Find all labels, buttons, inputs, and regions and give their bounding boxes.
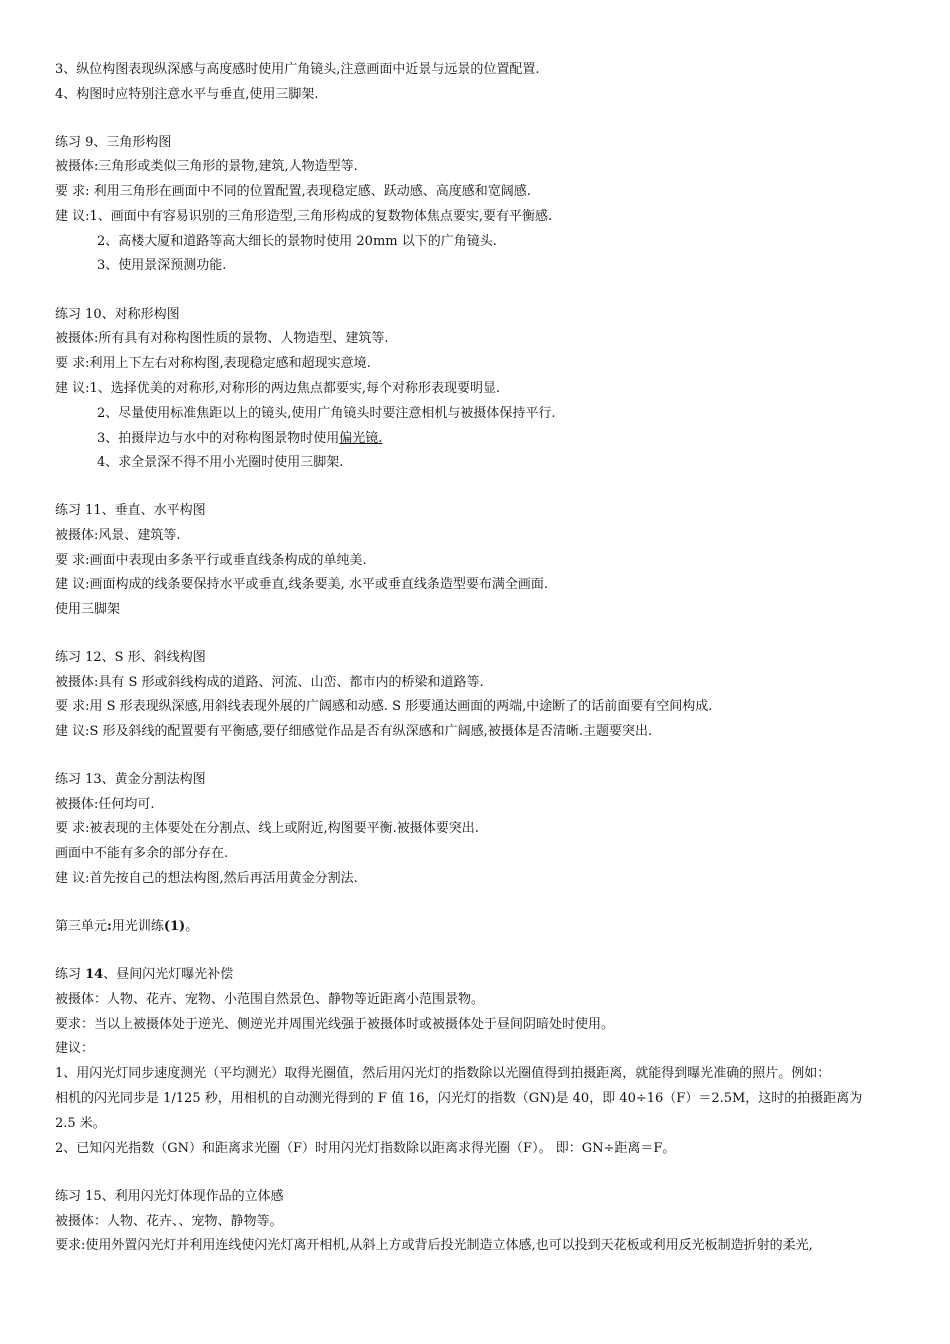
- section-heading: 练习 13、黄金分割法构图: [55, 772, 206, 787]
- text-line: [97, 431, 382, 447]
- text-line: 1、用闪光灯同步速度测光（平均测光）取得光圈值，然后用闪光灯的指数除以光圈值得到拍摄距离，就能得到曝光准确的照片。例如：: [55, 1066, 831, 1081]
- text-line: 被摄体:所有具有对称构图性质的景物、人物造型、建筑等.: [55, 331, 389, 346]
- period: 。: [185, 919, 199, 934]
- text-line: 要 求:画面中表现由多条平行或垂直线条构成的单纯美.: [55, 553, 367, 568]
- text-line: 相机的闪光同步是 1/125 秒，用相机的自动测光得到的 F 值 16，闪光灯的指数（GN)是 40，即 40÷16（F）＝2.5M，这时的拍摄距离为: [55, 1091, 863, 1106]
- text-line: 3、使用景深预测功能.: [97, 258, 227, 273]
- section-heading: 练习 12、S 形、斜线构图: [55, 650, 206, 665]
- text-fragment: 3、拍摄岸边与水中的对称构图景物时使用: [97, 431, 340, 446]
- underlined-term: 偏光镜.: [339, 431, 383, 446]
- text-line: 2、已知闪光指数（GN）和距离求光圈（F）时用闪光灯指数除以距离求得光圈（F）。 即：GN÷距离＝F。: [55, 1141, 676, 1156]
- text-line: 被摄体:风景、建筑等.: [55, 528, 181, 543]
- section-heading: 练习 9、三角形构图: [55, 135, 172, 150]
- section-heading: [55, 967, 233, 983]
- text-line: 建 议:首先按自己的想法构图,然后再活用黄金分割法.: [55, 871, 358, 886]
- text-line: 使用三脚架: [55, 602, 121, 617]
- text-line: 被摄体:任何均可.: [55, 797, 155, 812]
- unit-number: (1): [163, 919, 186, 934]
- text-line: 建 议:画面构成的线条要保持水平或垂直,线条要美, 水平或垂直线条造型要布满全画面.: [55, 577, 549, 592]
- text-line: 要求:使用外置闪光灯并利用连线使闪光灯离开相机,从斜上方或背后投光制造立体感,也可以投到天花板或利用反光板制造折射的柔光,: [55, 1238, 813, 1253]
- text-line: 画面中不能有多余的部分存在.: [55, 846, 229, 861]
- section-heading: 练习 10、对称形构图: [55, 307, 180, 322]
- text-line: 建 议:S 形及斜线的配置要有平衡感,要仔细感觉作品是否有纵深感和广阔感,被摄体是否清晰.主题要突出.: [55, 724, 653, 739]
- exercise-title: 、昼间闪光灯曝光补偿: [103, 967, 234, 982]
- unit-title: 用光训练: [111, 919, 164, 934]
- text-line: 要 求:用 S 形表现纵深感,用斜线表现外展的广阔感和动感. S 形要通达画面的两端,中途断了的话前面要有空间构成.: [55, 699, 713, 714]
- exercise-number: 14: [85, 967, 104, 982]
- text-line: 3、纵位构图表现纵深感与高度感时使用广角镜头,注意画面中近景与远景的位置配置.: [55, 62, 540, 77]
- text-line: 2.5 米。: [55, 1116, 106, 1131]
- section-heading: 练习 11、垂直、水平构图: [55, 503, 206, 518]
- text-line: 要 求:利用上下左右对称构图,表现稳定感和超现实意境.: [55, 356, 371, 371]
- unit-label: 第三单元: [55, 919, 108, 934]
- text-line: 4、求全景深不得不用小光圈时使用三脚架.: [97, 455, 344, 470]
- text-line: 要 求: 利用三角形在画面中不同的位置配置,表现稳定感、跃动感、高度感和宽阔感.: [55, 184, 531, 199]
- text-line: 被摄体：人物、花卉、宠物、小范围自然景色、静物等近距离小范围景物。: [55, 992, 485, 1007]
- text-line: 2、尽量使用标准焦距以上的镜头,使用广角镜头时要注意相机与被摄体保持平行.: [97, 406, 556, 421]
- text-line: 被摄体:三角形或类似三角形的景物,建筑,人物造型等.: [55, 159, 358, 174]
- text-line: 要 求:被表现的主体要处在分割点、线上或附近,构图要平衡.被摄体要突出.: [55, 821, 479, 836]
- text-line: 建 议:1、画面中有容易识别的三角形造型,三角形构成的复数物体焦点要实,要有平衡感.: [55, 209, 553, 224]
- text-line: 建 议:1、选择优美的对称形,对称形的两边焦点都要实,每个对称形表现要明显.: [55, 381, 501, 396]
- text-line: 被摄体:具有 S 形或斜线构成的道路、河流、山峦、都市内的桥梁和道路等.: [55, 675, 484, 690]
- text-line: 2、高楼大厦和道路等高大细长的景物时使用 20mm 以下的广角镜头.: [97, 234, 497, 249]
- text-line: 被摄体：人物、花卉、、宠物、静物等。: [55, 1214, 283, 1229]
- exercise-label: 练习: [55, 967, 86, 982]
- section-heading: 练习 15、利用闪光灯体现作品的立体感: [55, 1189, 284, 1204]
- text-line: 要求：当以上被摄体处于逆光、侧逆光并周围光线强于被摄体时或被摄体处于昼间阴暗处时使用。: [55, 1017, 615, 1032]
- unit-heading: [55, 919, 198, 935]
- colon: :: [107, 919, 112, 934]
- text-line: 建议：: [55, 1041, 95, 1056]
- text-line: 4、构图时应特别注意水平与垂直,使用三脚架.: [55, 87, 319, 102]
